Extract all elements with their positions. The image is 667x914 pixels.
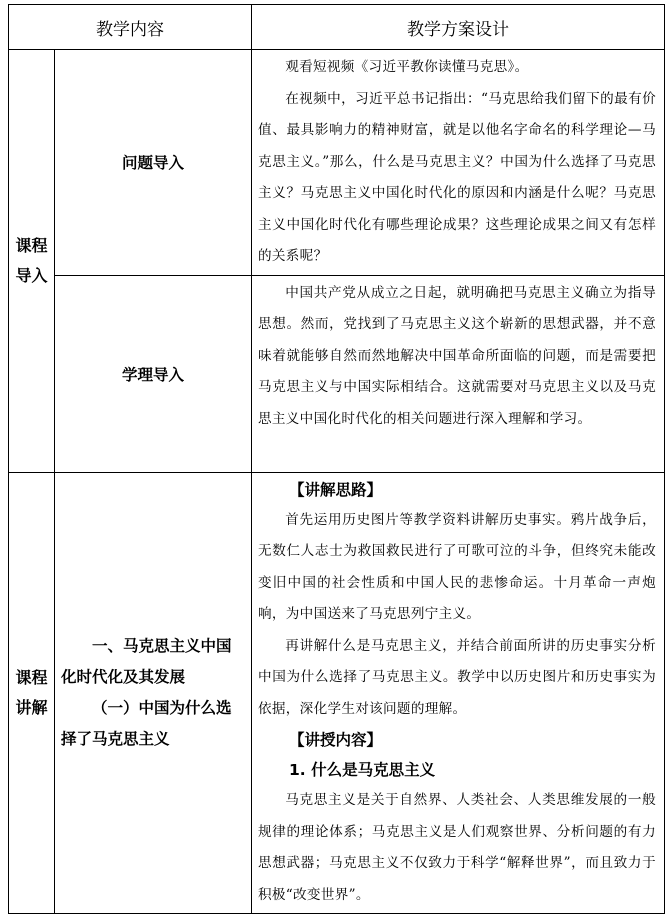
section-lecture-label-line2: 讲解	[15, 697, 48, 717]
section-intro-label-line2: 导入	[15, 265, 48, 285]
section-lecture-label-line1: 课程	[15, 667, 48, 687]
intro-row-problem	[9, 50, 665, 276]
intro-row-theory	[9, 275, 665, 472]
section-lecture-label	[9, 472, 55, 914]
section-intro-label	[9, 50, 55, 473]
topic-lecture	[55, 472, 252, 914]
header-teaching-content: 教学内容	[9, 5, 252, 50]
content-problem-intro	[252, 50, 665, 276]
topic-lecture-line2: （一）中国为什么选择了马克思主义	[61, 698, 232, 748]
paragraph: 在视频中，习近平总书记指出：“马克思给我们留下的最有价值、最具影响力的精神财富，就是以他名字命名的科学理论—马克思主义。”那么，什么是马克思主义？中国为什么选择了马克思主义？马克思主义中国化时代化的原因和内涵是什么呢？马克思主义中国化时代化有哪些理论成果？这些理论成果之间又有怎样的关系呢？	[258, 90, 656, 264]
subheading-what-is-marxism: 1. 什么是马克思主义	[289, 761, 436, 779]
heading-lecture-approach: 【讲解思路】	[289, 480, 383, 499]
topic-theory-intro: 学理导入	[55, 275, 252, 472]
paragraph: 中国共产党从成立之日起，就明确把马克思主义确立为指导思想。然而，党找到了马克思主义这个崭新的思想武器，并不意味着就能够自然而然地解决中国革命所面临的问题，而是需要把马克思主义与中国实际相结合。这就需要对马克思主义以及马克思主义中国化时代化的相关问题进行深入理解和学习。	[258, 284, 656, 427]
section-intro-label-line1: 课程	[15, 235, 48, 255]
lecture-row	[9, 472, 665, 914]
paragraph: 观看短视频《习近平教你读懂马克思》。	[285, 59, 529, 75]
lesson-plan-table	[8, 4, 665, 914]
content-theory-intro	[252, 275, 665, 472]
content-lecture	[252, 472, 665, 914]
paragraph: 马克思主义是关于自然界、人类社会、人类思维发展的一般规律的理论体系；马克思主义是人们观察世界、分析问题的有力思想武器；马克思主义不仅致力于科学“解释世界”，而且致力于积极“改变世界”。	[258, 792, 656, 903]
heading-lecture-content: 【讲授内容】	[289, 731, 383, 749]
topic-problem-intro: 问题导入	[55, 50, 252, 276]
paragraph: 首先运用历史图片等教学资料讲解历史事实。鸦片战争后，无数仁人志士为救国救民进行了可歌可泣的斗争，但终究未能改变旧中国的社会性质和中国人民的悲惨命运。十月革命一声炮响，为中国送来了马克思列宁主义。	[258, 511, 656, 622]
topic-lecture-line1: 一、马克思主义中国化时代化及其发展	[61, 636, 232, 686]
paragraph: 再讲解什么是马克思主义，并结合前面所讲的历史事实分析中国为什么选择了马克思主义。教学中以历史图片和历史事实为依据，深化学生对该问题的理解。	[258, 637, 656, 717]
header-teaching-design: 教学方案设计	[252, 5, 665, 50]
header-row	[9, 5, 665, 50]
